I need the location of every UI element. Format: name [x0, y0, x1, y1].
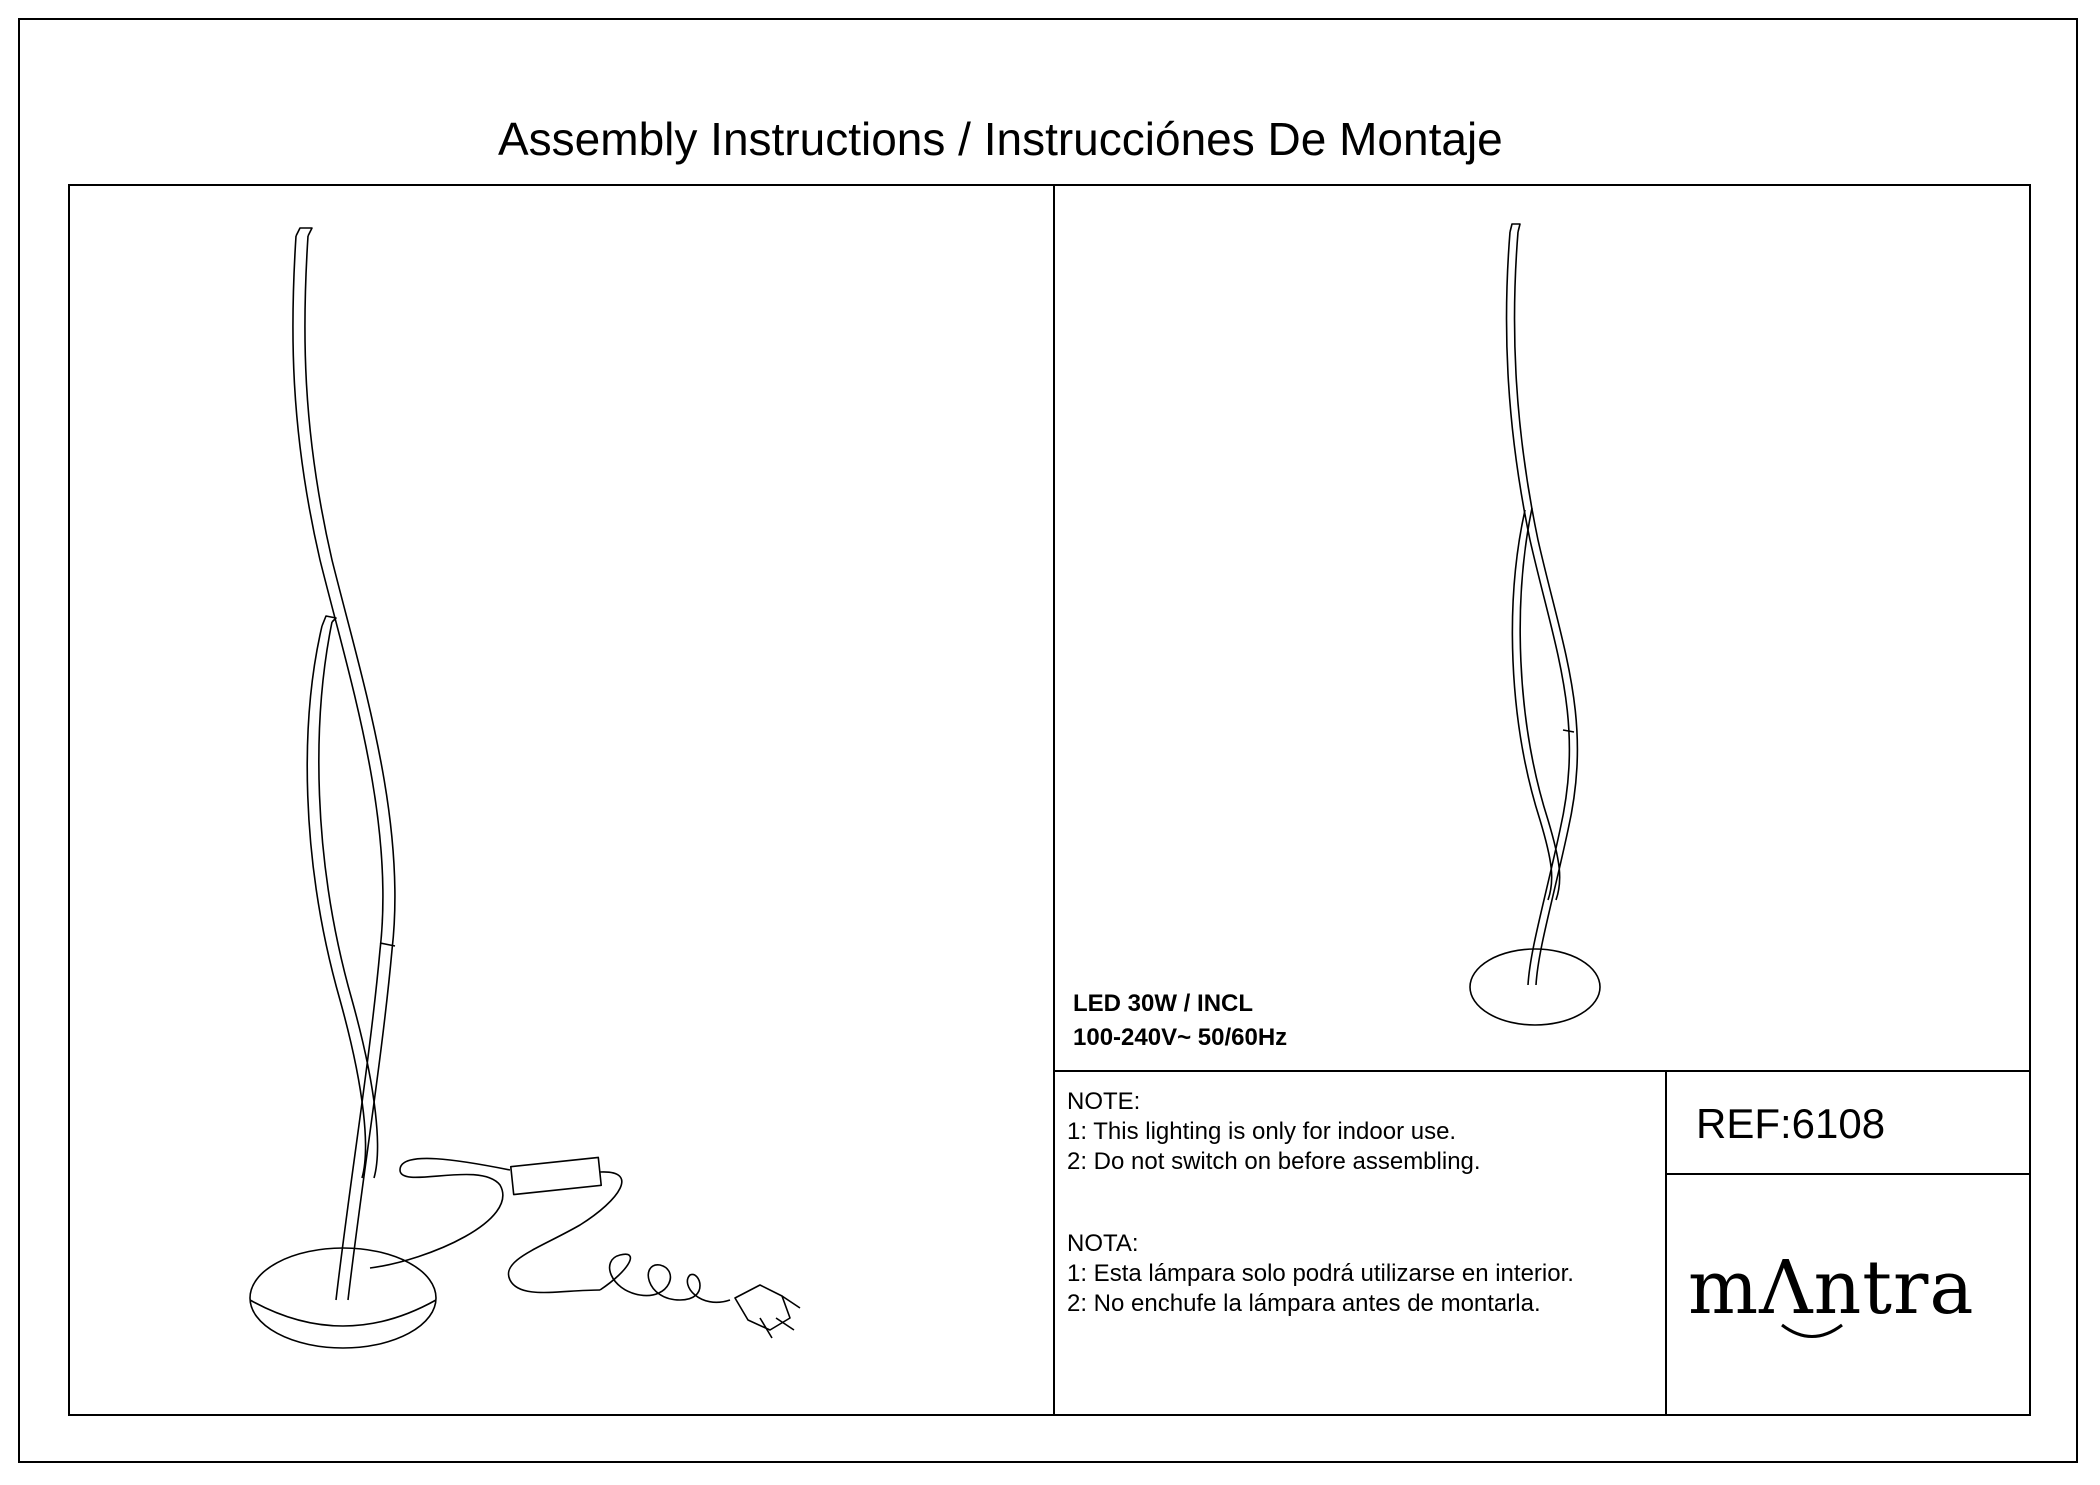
page-title: Assembly Instructions / Instrucciónes De Montaje — [498, 113, 1503, 165]
note-es-heading: NOTA: — [1067, 1230, 1139, 1257]
note-es-line-2: 2: No enchufe la lámpara antes de montarla. — [1067, 1290, 1541, 1317]
note-es-line-1: 1: Esta lámpara solo podrá utilizarse en interior. — [1067, 1260, 1574, 1287]
note-en-line-2: 2: Do not switch on before assembling. — [1067, 1148, 1481, 1175]
brand-prefix: m — [1688, 1245, 1760, 1331]
note-en-line-1: 1: This lighting is only for indoor use. — [1067, 1118, 1457, 1145]
brand-suffix: ntra — [1813, 1245, 1975, 1331]
spec-power: LED 30W / INCL — [1073, 990, 1254, 1017]
brand-smile-icon — [1782, 1325, 1842, 1337]
note-en-heading: NOTE: — [1067, 1088, 1141, 1115]
reference-number: REF:6108 — [1696, 1100, 1886, 1147]
spec-voltage: 100-240V~ 50/60Hz — [1073, 1024, 1288, 1051]
brand-mark: Λ — [1759, 1245, 1814, 1331]
